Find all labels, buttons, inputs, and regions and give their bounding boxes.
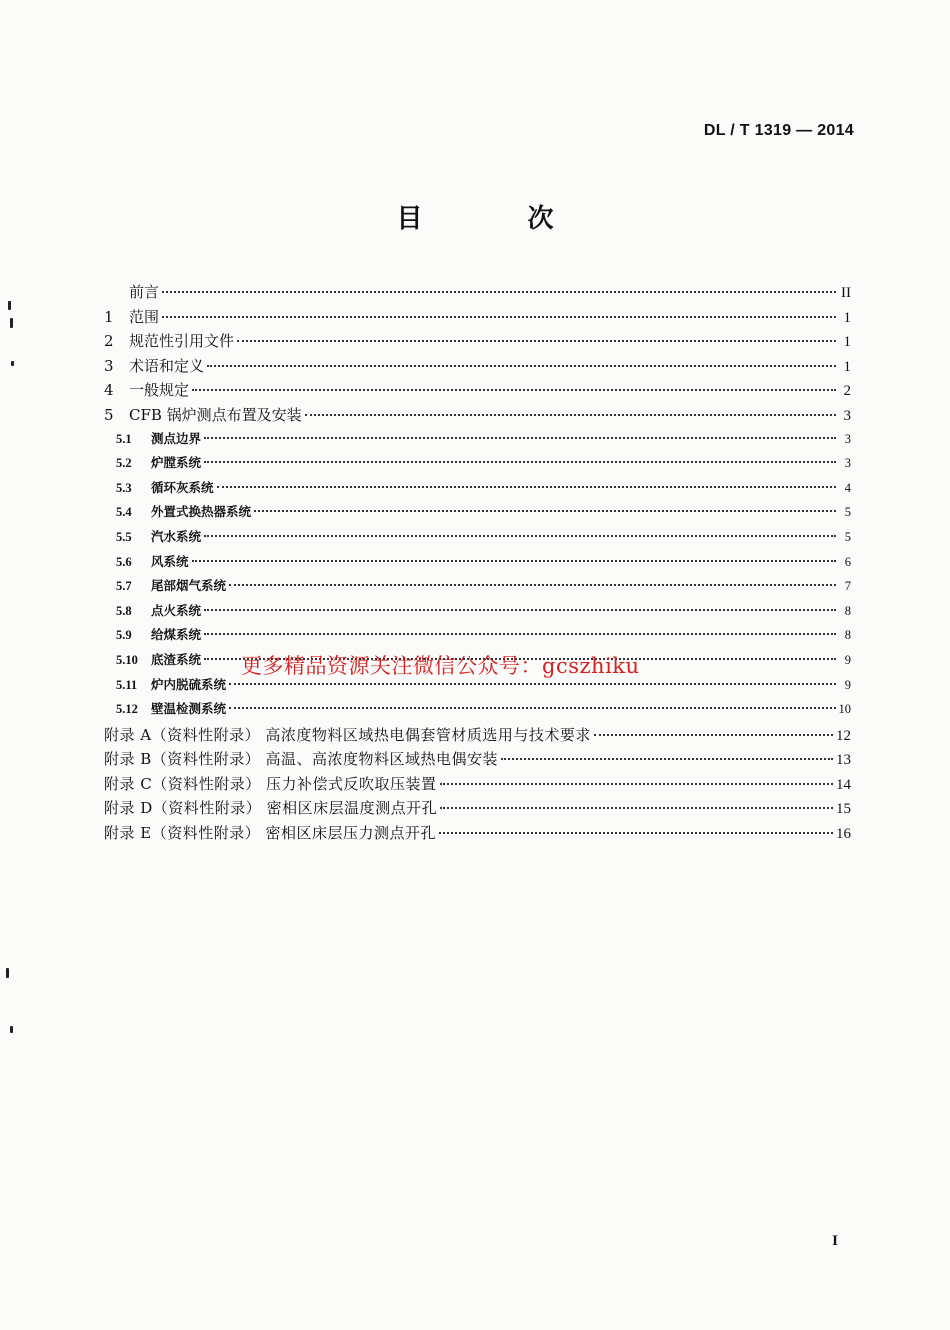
toc-entry-number: 4 <box>104 381 114 400</box>
toc-entry-label: 汽水系统 <box>151 528 202 544</box>
toc-entry-label: 给煤系统 <box>151 627 202 643</box>
dot-leader <box>594 734 833 736</box>
toc-entry-label: 规范性引用文件 <box>129 332 235 351</box>
toc-entry-label: 点火系统 <box>151 602 202 618</box>
toc-entry-number: 5.11 <box>116 677 138 692</box>
toc-entry-general[interactable] <box>104 379 851 404</box>
dot-leader <box>440 807 833 809</box>
toc-entry-number: 2 <box>104 332 114 351</box>
toc-entry-label: 外置式换热器系统 <box>151 504 252 520</box>
toc-entry-number: 5 <box>104 405 114 424</box>
toc-entry-number: 5.12 <box>116 702 138 717</box>
dot-leader <box>439 832 833 834</box>
toc-entry-label: 循环灰系统 <box>151 479 214 495</box>
toc-entry-label: 附录 D（资料性附录） 密相区床层温度测点开孔 <box>104 799 438 818</box>
toc-entry-page: 1 <box>843 309 851 326</box>
dot-leader <box>204 633 836 635</box>
toc-entry-label: 测点边界 <box>151 430 202 446</box>
toc-subentry[interactable] <box>104 478 851 503</box>
table-of-contents <box>104 281 851 847</box>
toc-entry-page: 14 <box>836 776 851 793</box>
dot-leader <box>192 389 836 391</box>
dot-leader <box>254 510 836 512</box>
toc-entry-page: 15 <box>836 801 851 818</box>
toc-entry-label: 一般规定 <box>129 381 190 400</box>
dot-leader <box>229 707 835 709</box>
toc-entry-page: 5 <box>844 529 851 544</box>
toc-entry-label: 底渣系统 <box>151 651 202 667</box>
toc-subentry[interactable] <box>104 576 851 601</box>
toc-entry-number: 5.3 <box>116 480 132 495</box>
toc-entry-page: 9 <box>844 677 851 692</box>
toc-entry-page: 5 <box>844 505 851 520</box>
toc-entry-number: 5.8 <box>116 603 132 618</box>
toc-entry-page: 6 <box>844 554 851 569</box>
toc-entry-page: 3 <box>843 407 851 424</box>
dot-leader <box>501 758 833 760</box>
toc-subentry[interactable] <box>104 502 851 527</box>
toc-entry-label: 风系统 <box>151 553 189 569</box>
dot-leader <box>204 437 836 439</box>
toc-entry-label: 范围 <box>129 307 160 326</box>
toc-entry-terms[interactable] <box>104 355 851 380</box>
toc-appendix-d[interactable] <box>104 797 851 822</box>
toc-entry-page: 4 <box>844 480 851 495</box>
toc-entry-page: 9 <box>844 652 851 667</box>
toc-subentry[interactable] <box>104 527 851 552</box>
toc-entry-label: 附录 A（资料性附录） 高浓度物料区域热电偶套管材质选用与技术要求 <box>104 725 591 744</box>
dot-leader <box>229 584 836 586</box>
dot-leader <box>217 486 836 488</box>
toc-appendix-c[interactable] <box>104 773 851 798</box>
toc-subentry[interactable] <box>104 429 851 454</box>
toc-entry-number: 5.2 <box>116 456 132 471</box>
toc-entry-number: 5.9 <box>116 628 132 643</box>
toc-entry-page: 3 <box>844 456 851 471</box>
scan-mark <box>10 1026 13 1033</box>
toc-entry-number: 1 <box>104 307 114 326</box>
scan-mark <box>6 968 9 978</box>
toc-entry-page: 8 <box>844 603 851 618</box>
toc-entry-page: 2 <box>843 383 851 400</box>
dot-leader <box>237 340 836 342</box>
toc-title: 目 次 <box>396 204 602 234</box>
toc-entry-page: 7 <box>844 579 851 594</box>
toc-entry-number: 3 <box>104 356 114 375</box>
toc-entry-label: 壁温检测系统 <box>151 701 227 717</box>
toc-appendix-a[interactable] <box>104 724 851 749</box>
toc-entry-number: 5.6 <box>116 554 132 569</box>
dot-leader <box>204 461 836 463</box>
dot-leader <box>162 316 836 318</box>
toc-entry-scope[interactable] <box>104 306 851 331</box>
toc-entry-label: 术语和定义 <box>129 356 205 375</box>
toc-entry-label: 附录 C（资料性附录） 压力补偿式反吹取压装置 <box>104 774 437 793</box>
toc-appendix-b[interactable] <box>104 748 851 773</box>
toc-entry-number: 5.10 <box>116 652 138 667</box>
scan-mark <box>10 318 13 328</box>
toc-entry-label: 附录 E（资料性附录） 密相区床层压力测点开孔 <box>104 824 436 843</box>
toc-entry-page: 16 <box>836 826 851 843</box>
dot-leader <box>192 560 836 562</box>
toc-entry-normative-references[interactable] <box>104 330 851 355</box>
toc-entry-label: CFB 锅炉测点布置及安装 <box>129 405 302 424</box>
dot-leader <box>162 291 836 293</box>
watermark-text: 更多精品资源关注微信公众号：gcszhiku <box>241 654 640 678</box>
toc-subentry[interactable] <box>104 552 851 577</box>
toc-subentry[interactable] <box>104 625 851 650</box>
toc-entry-label: 炉内脱硫系统 <box>151 676 227 692</box>
scan-mark <box>11 361 14 366</box>
toc-subentry[interactable] <box>104 601 851 626</box>
toc-entry-label: 尾部烟气系统 <box>151 578 227 594</box>
toc-entry-page: 10 <box>838 702 851 717</box>
toc-entry-page: 12 <box>836 727 851 744</box>
toc-entry-number: 5.1 <box>116 431 132 446</box>
toc-entry-preface[interactable] <box>104 281 851 306</box>
scan-mark <box>8 301 11 310</box>
toc-entry-page: 13 <box>836 752 851 769</box>
toc-entry-label: 前言 <box>129 283 160 301</box>
dot-leader <box>305 414 836 416</box>
dot-leader <box>204 609 836 611</box>
toc-entry-label: 炉膛系统 <box>151 455 202 471</box>
dot-leader <box>207 365 836 367</box>
toc-entry-number: 5.7 <box>116 579 132 594</box>
toc-subentry[interactable] <box>104 699 851 724</box>
toc-entry-label: 附录 B（资料性附录） 高温、高浓度物料区域热电偶安装 <box>104 750 499 769</box>
toc-entry-number: 5.4 <box>116 505 132 520</box>
dot-leader <box>204 535 836 537</box>
toc-entry-page: 1 <box>843 334 851 351</box>
dot-leader <box>440 783 833 785</box>
toc-subentry[interactable] <box>104 453 851 478</box>
toc-entry-page: 3 <box>844 431 851 446</box>
dot-leader <box>229 683 836 685</box>
toc-entry-page: II <box>841 285 851 301</box>
toc-entry-number: 5.5 <box>116 529 132 544</box>
footer-page-number: I <box>832 1233 838 1249</box>
toc-entry-page: 8 <box>844 628 851 643</box>
toc-entry-cfb-boiler[interactable] <box>104 404 851 429</box>
toc-entry-page: 1 <box>843 358 851 375</box>
standard-code: DL / T 1319 — 2014 <box>703 122 854 139</box>
toc-appendix-e[interactable] <box>104 822 851 847</box>
